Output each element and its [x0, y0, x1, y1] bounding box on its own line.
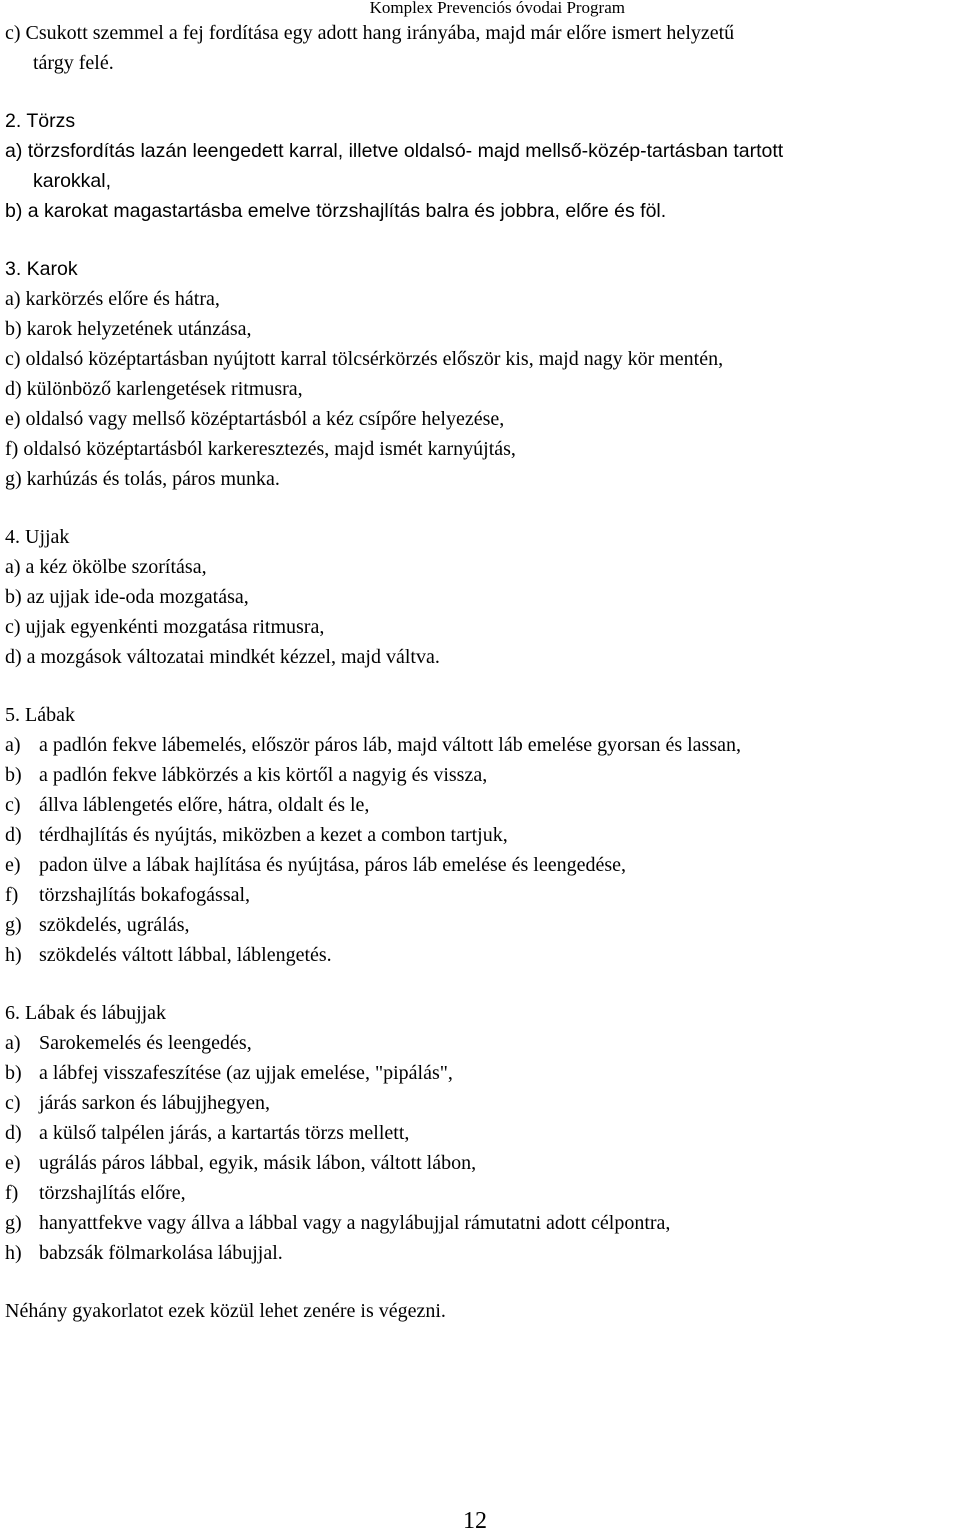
- item-marker: e): [5, 1152, 21, 1174]
- section3-item: b) karok helyzetének utánzása,: [5, 318, 252, 340]
- section5-item: [5, 850, 955, 880]
- section5-item: [5, 880, 955, 910]
- item-marker: f): [5, 884, 19, 906]
- item-text: padon ülve a lábak hajlítása és nyújtása, páros láb emelése és leengedése,: [39, 854, 626, 876]
- item-marker: c): [5, 794, 21, 816]
- section5-item: [5, 940, 955, 970]
- section6-item: [5, 1238, 955, 1268]
- section6-item: [5, 1148, 955, 1178]
- item-text: hanyattfekve vagy állva a lábbal vagy a nagylábujjal rámutatni adott célpontra,: [39, 1212, 671, 1234]
- item-text: szökdelés, ugrálás,: [39, 914, 190, 936]
- item-marker: b): [5, 1062, 22, 1084]
- running-header: Komplex Prevenciós óvodai Program: [369, 0, 625, 17]
- section3-title: 3. Karok: [5, 258, 78, 280]
- item-marker: a): [5, 1032, 21, 1054]
- item-text: a padlón fekve lábkörzés a kis körtől a nagyig és vissza,: [39, 764, 488, 786]
- item-text: állva láblengetés előre, hátra, oldalt és le,: [39, 794, 370, 816]
- item-text: a lábfej visszafeszítése (az ujjak emelése, "pipálás",: [39, 1062, 453, 1084]
- section3-item: d) különböző karlengetések ritmusra,: [5, 378, 303, 400]
- item-marker: d): [5, 824, 22, 846]
- section3-item: e) oldalsó vagy mellső középtartásból a kéz csípőre helyezése,: [5, 408, 505, 430]
- section6-item: [5, 1028, 955, 1058]
- item-marker: g): [5, 914, 22, 936]
- section6-item: [5, 1088, 955, 1118]
- item-text: a külső talpélen járás, a kartartás törzs mellett,: [39, 1122, 410, 1144]
- item-marker: b): [5, 764, 22, 786]
- section5-item: [5, 910, 955, 940]
- section2-item-b: b) a karokat magastartásba emelve törzshajlítás balra és jobbra, előre és föl.: [5, 200, 667, 222]
- section3-item: c) oldalsó középtartásban nyújtott karral tölcsérkörzés először kis, majd nagy kör mentén,: [5, 348, 724, 370]
- section3-item: a) karkörzés előre és hátra,: [5, 288, 220, 310]
- section4-title: 4. Ujjak: [5, 526, 70, 548]
- section3-item: f) oldalsó középtartásból karkeresztezés, majd ismét karnyújtás,: [5, 438, 516, 460]
- item-marker: c): [5, 1092, 21, 1114]
- item-text: térdhajlítás és nyújtás, miközben a kezet a combon tartjuk,: [39, 824, 508, 846]
- section6-title: 6. Lábak és lábujjak: [5, 1002, 167, 1024]
- document-body: [5, 18, 955, 1326]
- item-marker: f): [5, 1182, 19, 1204]
- item-text: szökdelés váltott lábbal, láblengetés.: [39, 944, 332, 966]
- item-marker: h): [5, 944, 22, 966]
- item-text: a padlón fekve lábemelés, először páros láb, majd váltott láb emelése gyorsan és lassan,: [39, 734, 741, 756]
- section6-item: [5, 1208, 955, 1238]
- section2-title: 2. Törzs: [5, 110, 76, 132]
- section5-item: [5, 790, 955, 820]
- section6-item: [5, 1178, 955, 1208]
- item-marker: h): [5, 1242, 22, 1264]
- section4-item: c) ujjak egyenkénti mozgatása ritmusra,: [5, 616, 325, 638]
- section5-item: [5, 730, 955, 760]
- item-text: törzshajlítás bokafogással,: [39, 884, 251, 906]
- item-text: Sarokemelés és leengedés,: [39, 1032, 252, 1054]
- section5-title: 5. Lábak: [5, 704, 75, 726]
- section4-item: a) a kéz ökölbe szorítása,: [5, 556, 207, 578]
- section3-item: g) karhúzás és tolás, páros munka.: [5, 468, 280, 490]
- section6-item: [5, 1118, 955, 1148]
- page-number: 12: [463, 1508, 487, 1534]
- section1-item-c-line1: c) Csukott szemmel a fej fordítása egy adott hang irányába, majd már előre ismert helyzetű: [5, 22, 735, 44]
- section1-item-c-line2: tárgy felé.: [33, 52, 114, 74]
- closing-note: Néhány gyakorlatot ezek közül lehet zenére is végezni.: [5, 1300, 446, 1322]
- item-marker: d): [5, 1122, 22, 1144]
- item-text: járás sarkon és lábujjhegyen,: [39, 1092, 271, 1114]
- item-text: ugrálás páros lábbal, egyik, másik lábon, váltott lábon,: [39, 1152, 477, 1174]
- item-text: babzsák fölmarkolása lábujjal.: [39, 1242, 283, 1264]
- section2-item-a-line2: karokkal,: [33, 170, 112, 192]
- item-marker: e): [5, 854, 21, 876]
- item-marker: g): [5, 1212, 22, 1234]
- item-text: törzshajlítás előre,: [39, 1182, 186, 1204]
- section6-item: [5, 1058, 955, 1088]
- section4-item: d) a mozgások változatai mindkét kézzel, majd váltva.: [5, 646, 440, 668]
- section5-item: [5, 760, 955, 790]
- section5-item: [5, 820, 955, 850]
- section4-item: b) az ujjak ide-oda mozgatása,: [5, 586, 249, 608]
- item-marker: a): [5, 734, 21, 756]
- section2-item-a-line1: a) törzsfordítás lazán leengedett karral, illetve oldalsó- majd mellső-közép-tartásban tartott: [5, 140, 784, 162]
